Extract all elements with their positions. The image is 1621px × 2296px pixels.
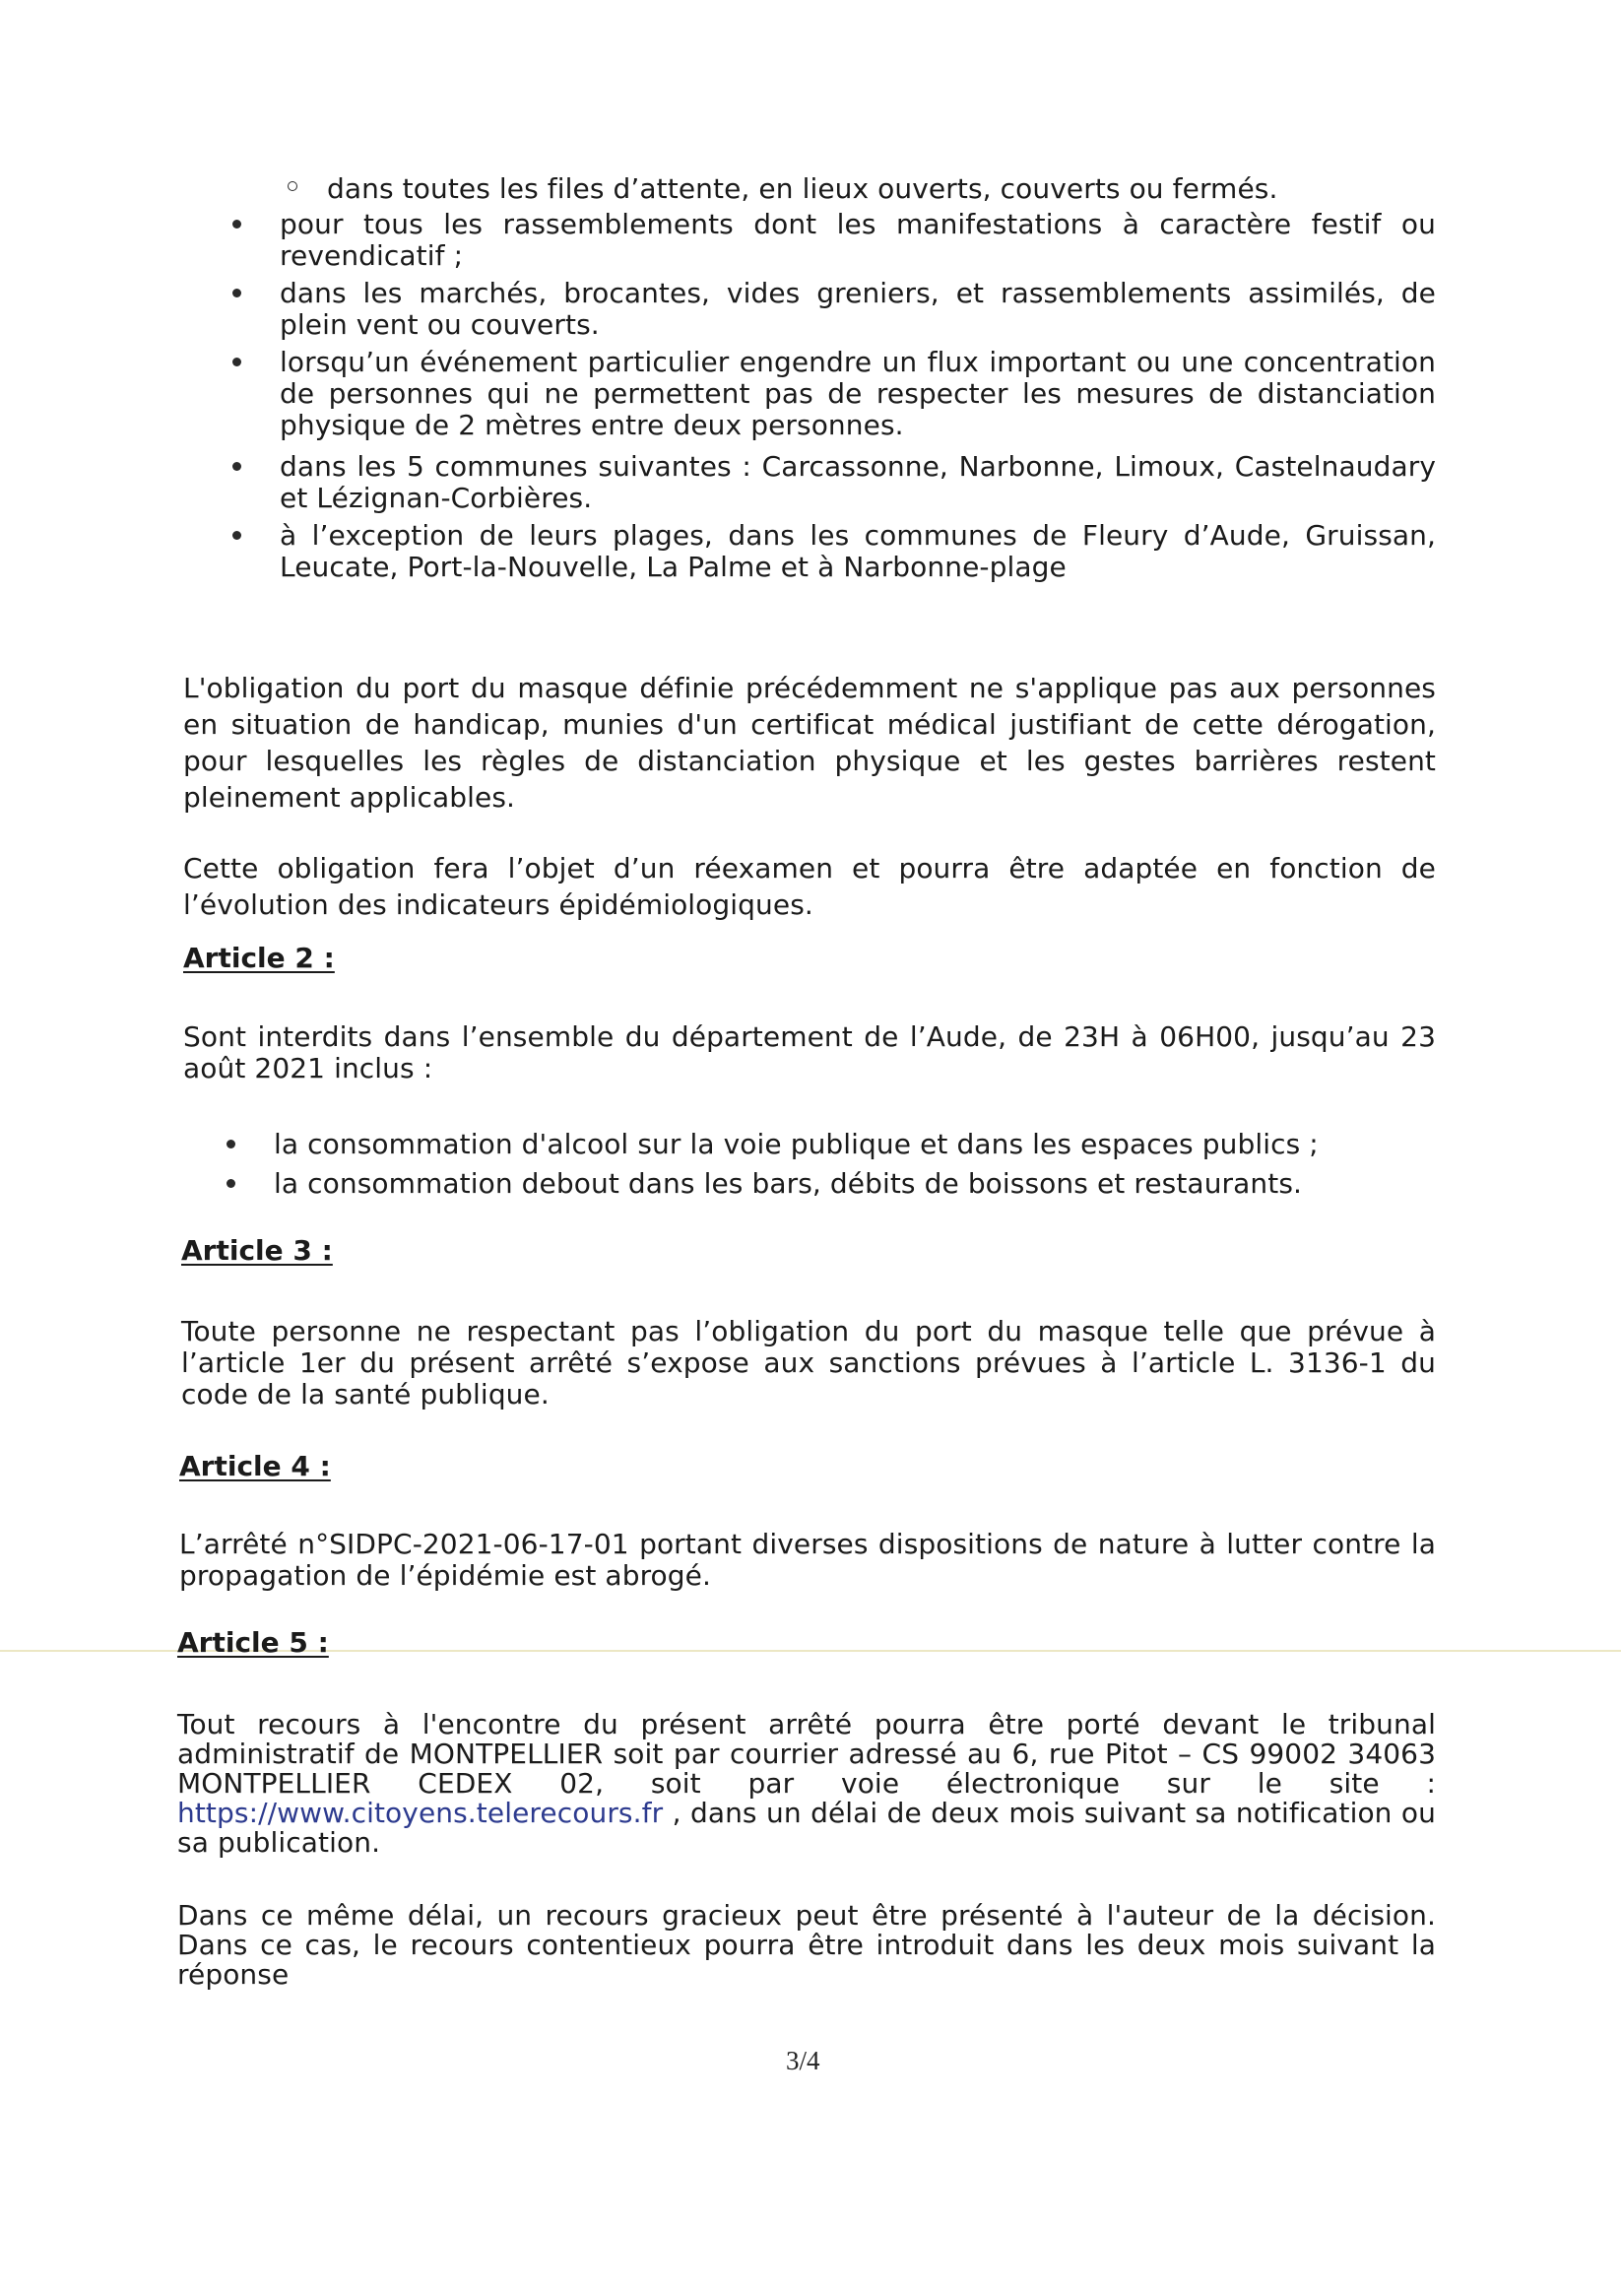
bullet-icon: [232, 220, 241, 229]
list-subitem: dans toutes les files d’attente, en lieux ouverts, couverts ou fermés.: [232, 173, 1436, 209]
article-3-text: Toute personne ne respectant pas l’obligation du port du masque telle que prévue à l’article 1er du présent arrêté s’expose aux sanctions prévues à l’article L. 3136-1 du code de la santé publique.: [181, 1315, 1436, 1410]
bullet-icon: [232, 358, 241, 366]
article-2-intro: Sont interdits dans l’ensemble du département de l’Aude, de 23H à 06H00, jusqu’au 23 août 2021 inclus :: [183, 1020, 1436, 1084]
circle-bullet-icon: [288, 181, 297, 191]
bullet-icon: [232, 289, 241, 297]
list-item: lorsqu’un événement particulier engendre un flux important ou une concentration de personnes qui ne permettent pas de respecter les mesures de distanciation physique de 2 mètres entre deux personnes.: [232, 347, 1436, 451]
article-4-text: L’arrêté n°SIDPC-2021-06-17-01 portant diverses dispositions de nature à lutter contre la propagation de l’épidémie est abrogé.: [179, 1528, 1436, 1592]
telerecours-link[interactable]: https://www.citoyens.telerecours.fr: [177, 1797, 664, 1829]
review-paragraph: Cette obligation fera l’objet d’un réexamen et pourra être adaptée en fonction de l’évolution des indicateurs épidémiologiques.: [183, 852, 1436, 921]
bullet-icon: [232, 462, 241, 471]
list-item: pour tous les rassemblements dont les manifestations à caractère festif ou revendicatif ;: [232, 209, 1436, 278]
article-3-heading: Article 3 :: [181, 1234, 333, 1267]
bullet-icon: [227, 1140, 235, 1148]
bullet-icon: [232, 531, 241, 540]
list-item: la consommation d'alcool sur la voie publique et dans les espaces publics ;: [227, 1129, 1436, 1168]
list-item: la consommation debout dans les bars, débits de boissons et restaurants.: [227, 1168, 1436, 1208]
mask-obligation-list: [232, 173, 1436, 589]
article-4-heading: Article 4 :: [179, 1450, 331, 1482]
bullet-icon: [227, 1179, 235, 1188]
list-item: à l’exception de leurs plages, dans les communes de Fleury d’Aude, Gruissan, Leucate, Port-la-Nouvelle, La Palme et à Narbonne-plage: [232, 520, 1436, 589]
article-2-heading: Article 2 :: [183, 942, 335, 974]
list-item: dans les 5 communes suivantes : Carcassonne, Narbonne, Limoux, Castelnaudary et Lézignan-Corbières.: [232, 451, 1436, 520]
page-number: 3/4: [786, 2046, 820, 2075]
exemption-paragraph: L'obligation du port du masque définie précédemment ne s'applique pas aux personnes en situation de handicap, munies d'un certificat médical justifiant de cette dérogation, pour lesquelles les règles de distanciation physique et les gestes barrières restent pleinement applicables.: [183, 672, 1436, 814]
article-5-paragraph-2: Dans ce même délai, un recours gracieux peut être présenté à l'auteur de la décision. Dans ce cas, le recours contentieux pourra être introduit dans les deux mois suivant la réponse: [177, 1899, 1436, 1991]
article-5-text: Tout recours à l'encontre du présent arrêté pourra être porté devant le tribunal administratif de MONTPELLIER soit par courrier adressé au 6, rue Pitot – CS 99002 34063 MONTPELLIER CEDEX 02, soit par voie électronique sur le site : https://www.citoyens.telerecours.fr , dans un délai de deux mois suivant sa notification ou sa publication.: [177, 1708, 1436, 1859]
list-item: dans les marchés, brocantes, vides greniers, et rassemblements assimilés, de plein vent ou couverts.: [232, 278, 1436, 347]
article-2-list: [227, 1129, 1436, 1208]
article-5-heading: Article 5 :: [177, 1626, 329, 1659]
